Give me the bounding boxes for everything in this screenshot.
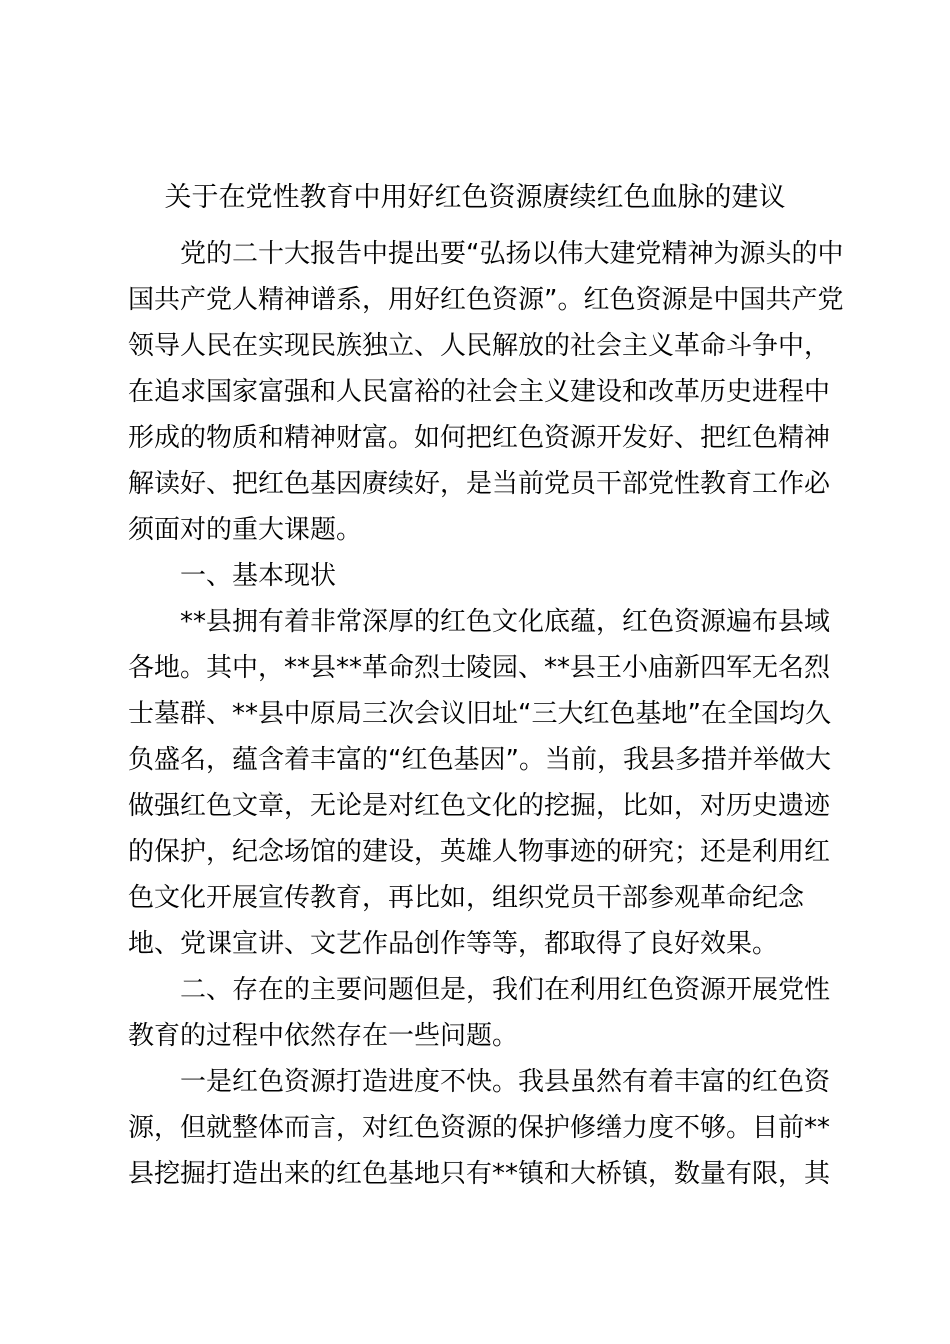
paragraph-line: 国共产党人精神谱系，用好红色资源”。红色资源是中国共产党 — [128, 285, 844, 315]
paragraph-line: 在追求国家富强和人民富裕的社会主义建设和改革历史进程中 — [128, 377, 831, 407]
paragraph-line: 的保护，纪念场馆的建设，英雄人物事迹的研究；还是利用红 — [128, 837, 831, 867]
paragraph-line: 一是红色资源打造进度不快。我县虽然有着丰富的红色资 — [180, 1067, 831, 1097]
paragraph-line: 教育的过程中依然存在一些问题。 — [128, 1021, 519, 1051]
paragraph-line: 做强红色文章，无论是对红色文化的挖掘，比如，对历史遗迹 — [128, 791, 831, 821]
paragraph-line: 形成的物质和精神财富。如何把红色资源开发好、把红色精神 — [128, 423, 831, 453]
paragraph-line: 各地。其中，**县**革命烈士陵园、**县王小庙新四军无名烈 — [128, 653, 831, 683]
paragraph-line: 解读好、把红色基因赓续好，是当前党员干部党性教育工作必 — [128, 469, 831, 499]
paragraph-line: 士墓群、**县中原局三次会议旧址“三大红色基地”在全国均久 — [128, 699, 831, 729]
paragraph-line: 县挖掘打造出来的红色基地只有**镇和大桥镇，数量有限，其 — [128, 1159, 831, 1189]
paragraph-line: 色文化开展宣传教育，再比如，组织党员干部参观革命纪念 — [128, 883, 805, 913]
paragraph-line: **县拥有着非常深厚的红色文化底蕴，红色资源遍布县域 — [180, 607, 831, 637]
paragraph-line: 地、党课宣讲、文艺作品创作等等，都取得了良好效果。 — [128, 929, 779, 959]
section-heading: 二、存在的主要问题但是，我们在利用红色资源开展党性 — [180, 975, 831, 1005]
paragraph-line: 党的二十大报告中提出要“弘扬以伟大建党精神为源头的中 — [180, 239, 844, 269]
paragraph-line: 须面对的重大课题。 — [128, 515, 363, 545]
paragraph-line: 源，但就整体而言，对红色资源的保护修缮力度不够。目前** — [128, 1113, 831, 1143]
document-title: 关于在党性教育中用好红色资源赓续红色血脉的建议 — [164, 182, 786, 213]
paragraph-line: 负盛名，蕴含着丰富的“红色基因”。当前，我县多措并举做大 — [128, 745, 831, 775]
paragraph-line: 领导人民在实现民族独立、人民解放的社会主义革命斗争中， — [128, 331, 831, 361]
section-heading: 一、基本现状 — [180, 561, 337, 591]
